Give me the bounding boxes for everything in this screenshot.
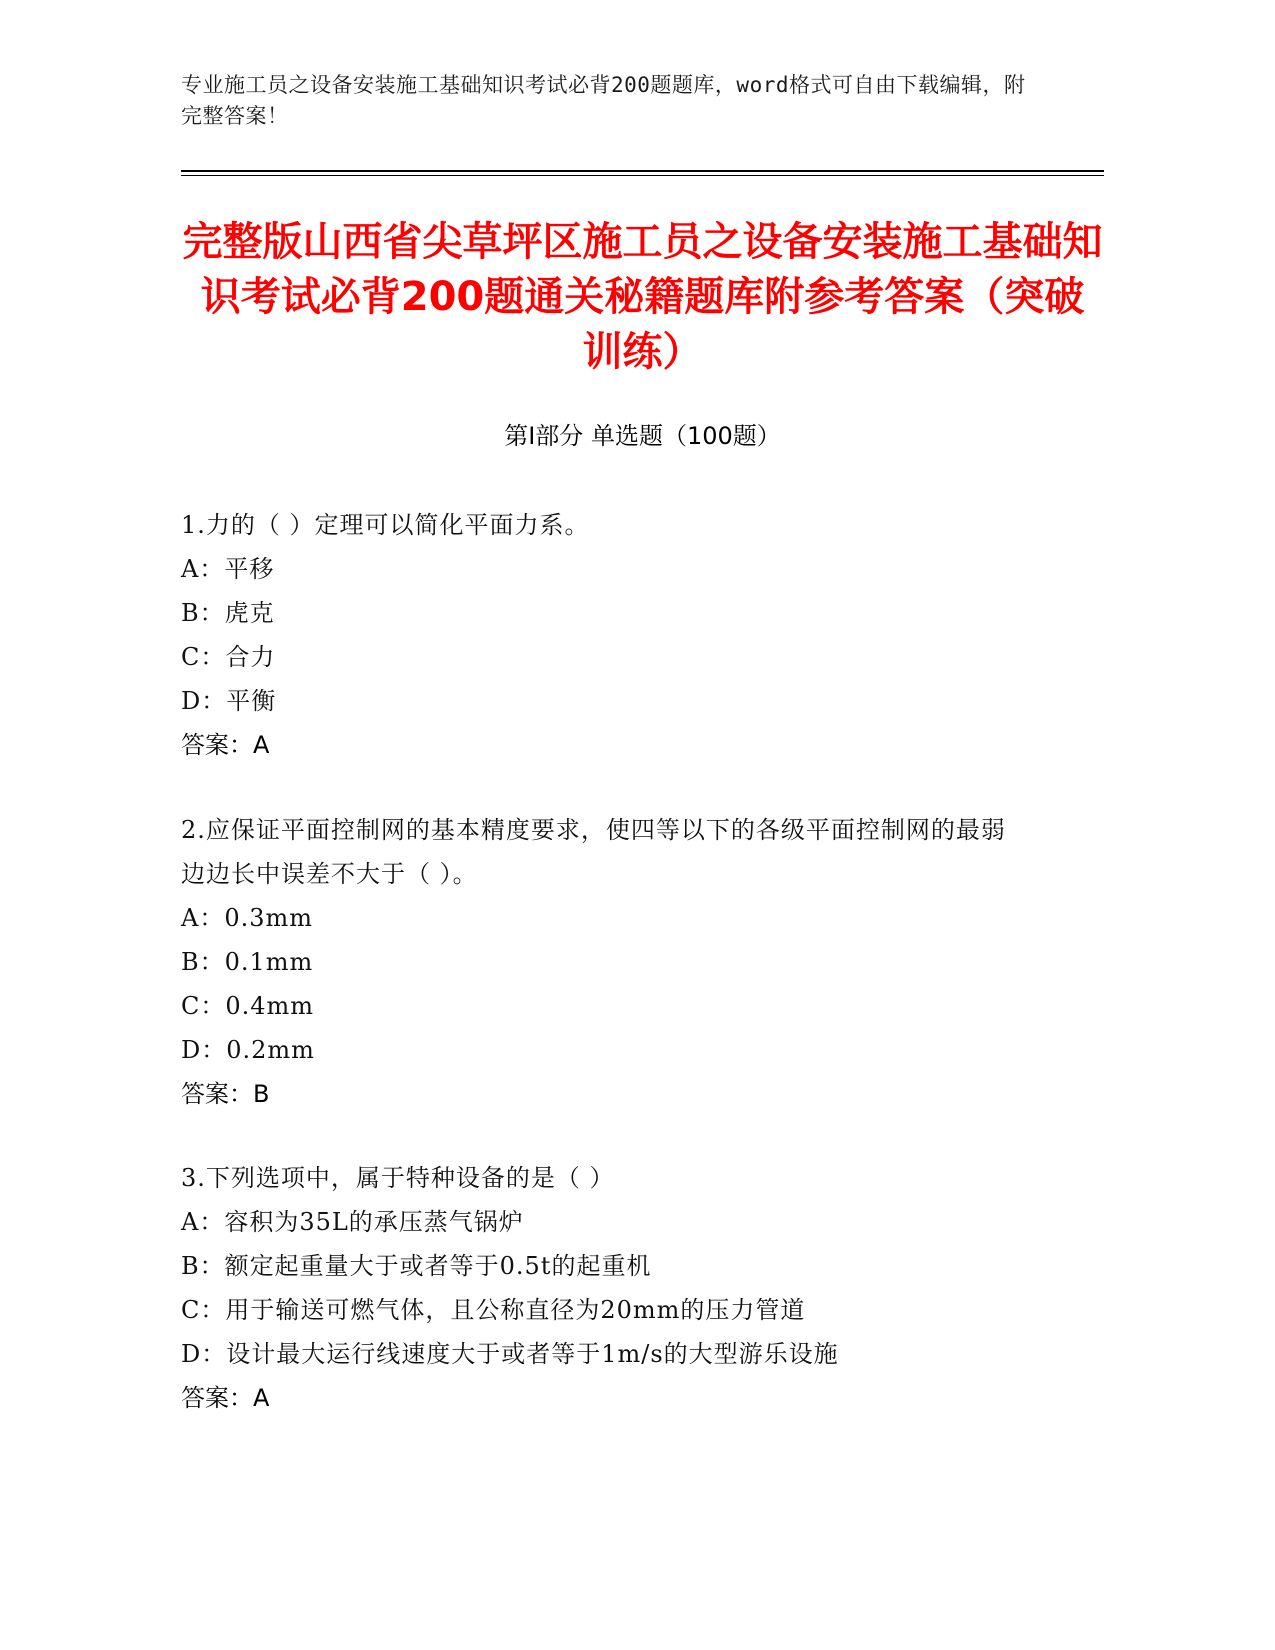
option-d: D：平衡 (181, 687, 277, 715)
question-text: 2.应保证平面控制网的基本精度要求，使四等以下的各级平面控制网的最弱边边长中误差不大于（ ）。 (181, 816, 1006, 888)
option-c: C：0.4mm (181, 992, 315, 1020)
question-1 (181, 503, 1021, 767)
option-a: A：平移 (181, 555, 275, 583)
answer: 答案：A (181, 1384, 270, 1412)
question-3 (181, 1156, 1021, 1420)
option-c: C：用于输送可燃气体，且公称直径为20mm的压力管道 (181, 1296, 806, 1324)
question-2 (181, 808, 1021, 1116)
header-divider-thick (181, 170, 1104, 172)
option-b: B：虎克 (181, 599, 275, 627)
option-a: A：容积为35L的承压蒸气锅炉 (181, 1208, 524, 1236)
option-d: D：0.2mm (181, 1036, 315, 1064)
option-b: B：0.1mm (181, 948, 314, 976)
document-title: 完整版山西省尖草坪区施工员之设备安装施工基础知识考试必背200题通关秘籍题库附参考答案（突破训练） (182, 219, 1103, 375)
header-divider-thin (181, 175, 1104, 176)
option-a: A：0.3mm (181, 904, 314, 932)
answer: 答案：A (181, 731, 270, 759)
option-c: C：合力 (181, 643, 276, 671)
header-note: 专业施工员之设备安装施工基础知识考试必背200题题库，word格式可自由下载编辑，附完整答案！ (181, 73, 1026, 128)
question-text: 1.力的（ ）定理可以简化平面力系。 (181, 511, 590, 539)
answer: 答案：B (181, 1080, 270, 1108)
question-text: 3.下列选项中，属于特种设备的是（ ） (181, 1164, 615, 1192)
section-heading: 第I部分 单选题（100题） (504, 422, 781, 450)
option-d: D：设计最大运行线速度大于或者等于1m/s的大型游乐设施 (181, 1340, 839, 1368)
option-b: B：额定起重量大于或者等于0.5t的起重机 (181, 1252, 652, 1280)
